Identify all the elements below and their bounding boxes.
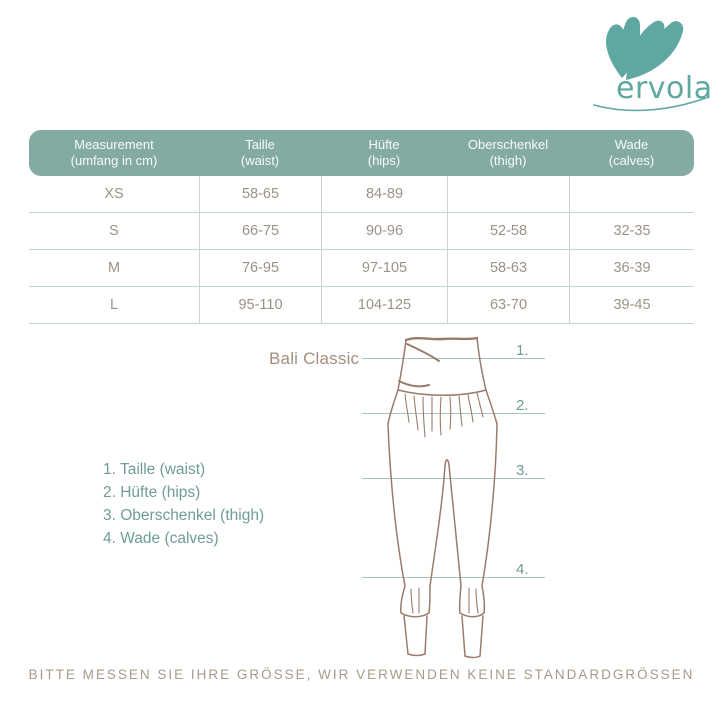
calves-value: 32-35 [569, 213, 694, 249]
hips-value: 97-105 [321, 250, 447, 286]
hips-value: 104-125 [321, 287, 447, 323]
header-waist [199, 137, 321, 169]
header-line2: (thigh) [489, 153, 527, 168]
legend-item-calves: 4. Wade (calves) [103, 530, 219, 547]
header-line1: Measurement [74, 137, 154, 152]
table-header-row [29, 130, 694, 176]
marker-2: 2. [516, 397, 529, 414]
table-row [29, 287, 694, 324]
marker-3: 3. [516, 462, 529, 479]
product-name: Bali Classic [269, 349, 360, 368]
marker-4: 4. [516, 561, 529, 578]
thigh-value: 63-70 [447, 287, 569, 323]
header-line1: Wade [614, 137, 649, 152]
header-line1: Taille [245, 137, 275, 152]
size-label: M [107, 260, 121, 276]
header-line1: Hüfte [368, 137, 400, 152]
thigh-value: 58-63 [447, 250, 569, 286]
table-row [29, 213, 694, 250]
header-line2: (umfang in cm) [70, 153, 158, 168]
header-line1: Oberschenkel [467, 137, 549, 152]
pants-sketch [385, 334, 505, 664]
brand-logo [556, 8, 714, 120]
brand-name: ervola [616, 71, 713, 106]
sizing-note: BITTE MESSEN SIE IHRE GRÖSSE, WIR VERWENDEN KEINE STANDARDGRÖSSEN [28, 667, 695, 682]
header-hips [321, 137, 447, 169]
waist-value: 66-75 [199, 213, 321, 249]
size-label: L [109, 297, 119, 313]
legend-item-hips: 2. Hüfte (hips) [103, 484, 201, 501]
waist-value: 58-65 [199, 176, 321, 212]
header-line2: (hips) [367, 153, 401, 168]
table-row [29, 250, 694, 287]
waist-value: 76-95 [199, 250, 321, 286]
waist-value: 95-110 [199, 287, 321, 323]
hips-value: 84-89 [321, 176, 447, 212]
thigh-value [447, 176, 569, 212]
marker-1: 1. [516, 342, 529, 359]
header-calves [569, 137, 694, 169]
legend-item-thigh: 3. Oberschenkel (thigh) [103, 507, 265, 524]
header-thigh [447, 137, 569, 169]
size-chart-table [29, 130, 694, 324]
calves-value: 39-45 [569, 287, 694, 323]
header-line2: (calves) [608, 153, 655, 168]
table-row [29, 176, 694, 213]
thigh-value: 52-58 [447, 213, 569, 249]
header-measurement [29, 137, 199, 169]
calves-value [569, 176, 694, 212]
header-line2: (waist) [240, 153, 280, 168]
calves-value: 36-39 [569, 250, 694, 286]
hips-value: 90-96 [321, 213, 447, 249]
size-label: S [109, 223, 119, 239]
legend-item-waist: 1. Taille (waist) [103, 461, 206, 478]
measurement-legend [103, 458, 264, 550]
size-label: XS [104, 186, 124, 202]
